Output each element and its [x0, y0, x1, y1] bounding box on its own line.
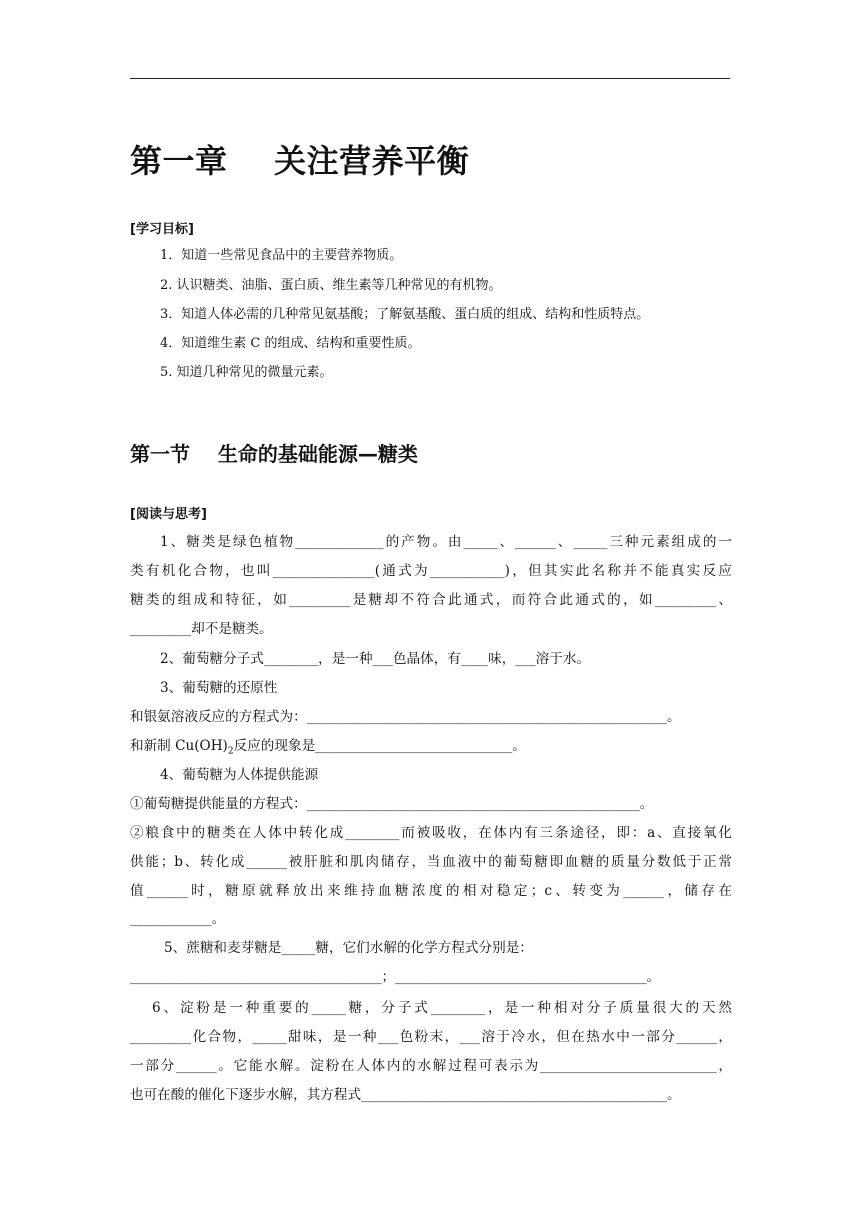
text-line: 6、淀粉是一种重要的_____糖，分子式________，是一种相对分子质量很大的天然: [152, 1000, 732, 1016]
text-line: 1、糖类是绿色植物_____________的产物。由_____、______、_____三种元素组成的一: [160, 534, 732, 550]
text-line: _________化合物，_____甜味，是一种___色粉末，___溶于冷水，但在热水中一部分______，: [130, 1029, 732, 1045]
objectives-heading: [学习目标]: [130, 222, 194, 237]
text-line: 值______时，糖原就释放出来维持血糖浓度的相对稳定；c、转变为______，储存在: [130, 883, 732, 899]
text-line: 一部分______。它能水解。淀粉在人体内的水解过程可表示为__________________________，: [130, 1058, 732, 1074]
text-line: 5、蔗糖和麦芽糖是_____糖，它们水解的化学方程式分别是：: [164, 940, 533, 956]
text-line: ____________。: [130, 911, 226, 927]
header-rule: [130, 78, 730, 79]
section-title: 第一节 生命的基础能源—糖类: [130, 442, 418, 466]
text-line: 3、葡萄糖的还原性: [160, 680, 278, 696]
text-line: 供能；b、转化成______被肝脏和肌肉储存，当血液中的葡萄糖即血糖的质量分数低于正常: [130, 854, 732, 870]
reading-heading: [阅读与思考]: [130, 507, 207, 522]
objective-item: 2. 认识糖类、油脂、蛋白质、维生素等几种常见的有机物。: [160, 278, 502, 293]
chapter-title: 第一章 关注营养平衡: [130, 142, 470, 180]
text-fragment: 反应的现象是_____________________________。: [233, 738, 526, 754]
objective-item: 5. 知道几种常见的微量元素。: [160, 365, 333, 380]
text-line: 和银氨溶液反应的方程式为：_____________________________________________________。: [130, 709, 681, 725]
text-line: 糖类的组成和特征，如_________是糖却不符合此通式，而符合此通式的，如_________、: [130, 592, 732, 608]
text-line: _________却不是糖类。: [130, 621, 273, 637]
text-line: _____________________________________；_____________________________________。: [130, 969, 661, 985]
text-line: [130, 734, 732, 757]
text-line: 4、葡萄糖为人体提供能源: [160, 767, 319, 783]
text-line: 2、葡萄糖分子式________，是一种___色晶体，有____味，___溶于水。: [160, 651, 591, 667]
text-line: ②粮食中的糖类在人体中转化成________而被吸收，在体内有三条途径，即：a、直接氧化: [130, 825, 732, 841]
objective-item: 1．知道一些常见食品中的主要营养物质。: [160, 248, 403, 263]
objective-item: 4．知道维生素 C 的组成、结构和重要性质。: [160, 336, 421, 351]
objective-item: 3．知道人体必需的几种常见氨基酸；了解氨基酸、蛋白质的组成、结构和性质特点。: [160, 307, 650, 322]
text-line: 也可在酸的催化下逐步水解，其方程式_____________________________________________。: [130, 1087, 681, 1103]
text-line: 类有机化合物，也叫_______________(通式为___________)，但其实此名称并不能真实反应: [130, 563, 732, 579]
text-line: ①葡萄糖提供能量的方程式：_________________________________________________。: [130, 796, 654, 812]
subscript: 2: [227, 746, 234, 757]
text-fragment: 和新制 Cu(OH): [130, 738, 228, 754]
